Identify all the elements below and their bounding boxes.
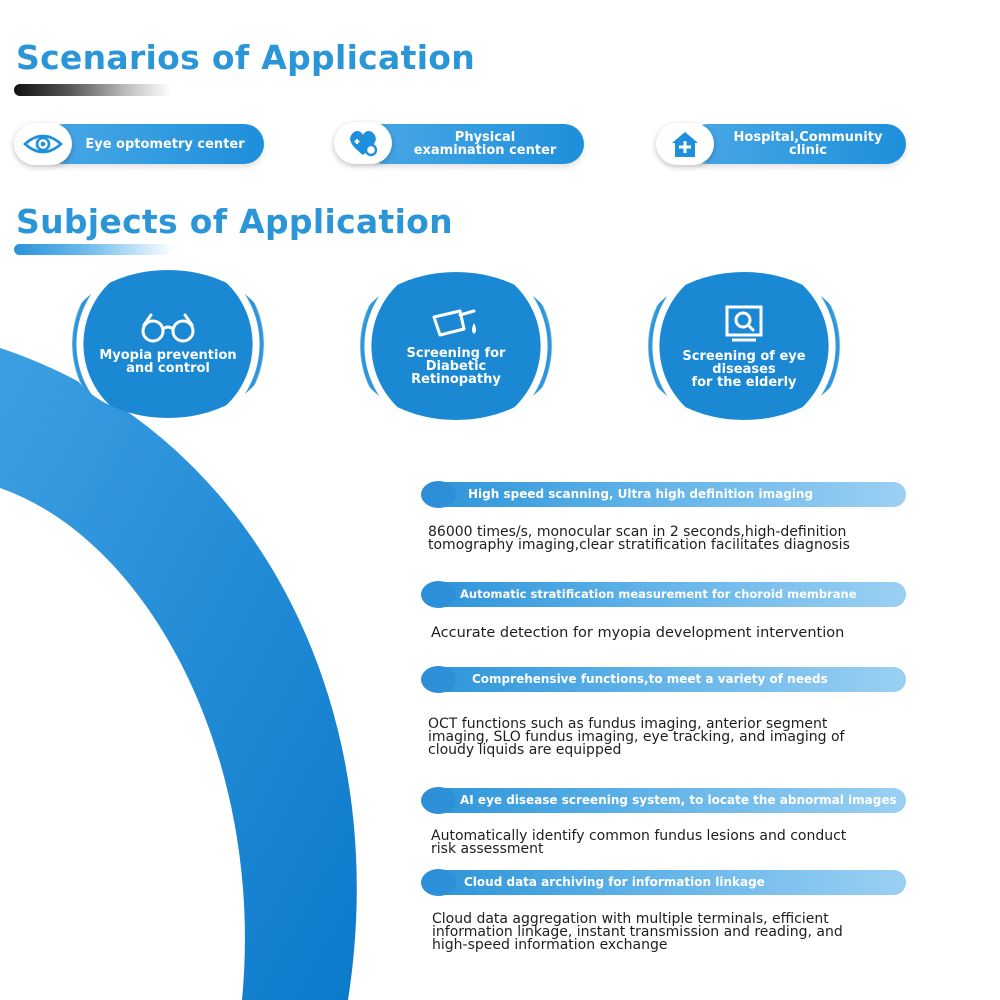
feature-title-bar (422, 870, 906, 895)
monitor-search-icon (724, 304, 764, 344)
feature-description: Accurate detection for myopia development intervention (431, 625, 845, 641)
scenarios-heading: Scenarios of Application (16, 38, 476, 77)
feature-title-bar (422, 788, 906, 813)
scenario-label: Hospital,Community clinic (733, 130, 883, 158)
eye-icon (14, 123, 72, 165)
feature-title: Automatic stratification measurement for choroid membrane (460, 587, 857, 601)
subject-label: Screening for Diabetic Retinopathy (406, 345, 506, 387)
subject-elderly-eye-screening (640, 272, 848, 420)
scenario-pill (688, 124, 906, 164)
feature-title: Comprehensive functions,to meet a variety of needs (472, 672, 828, 686)
feature-description: Automatically identify common fundus lesions and conduct risk assessment (431, 828, 847, 857)
feature-bullet-dot (421, 581, 456, 608)
feature-description: OCT functions such as fundus imaging, anterior segment imaging, SLO fundus imaging, eye tracking, and imaging of cloudy liquids are equipped (428, 716, 845, 758)
scenario-pill (44, 124, 264, 164)
glasses-icon (139, 313, 197, 343)
scenario-pill (364, 124, 584, 164)
subjects-heading-underline (14, 244, 174, 255)
feature-description: Cloud data aggregation with multiple terminals, efficient information linkage, instant transmission and reading, and high-speed information exchange (432, 911, 843, 953)
scenarios-heading-underline (14, 84, 172, 96)
feature-description: 86000 times/s, monocular scan in 2 seconds,high-definition tomography imaging,clear stratification facilitates diagnosis (428, 524, 850, 553)
subject-myopia-prevention (64, 270, 272, 418)
feature-bullet-dot (421, 666, 456, 693)
feature-title: AI eye disease screening system, to locate the abnormal images (460, 793, 897, 807)
scenario-label: Physical examination center (413, 130, 557, 158)
scenario-label: Eye optometry center (85, 136, 245, 152)
feature-title-bar (422, 582, 906, 607)
eye-drop-icon (430, 307, 482, 341)
medical-cross-icon (656, 123, 714, 165)
feature-title-bar (422, 667, 906, 692)
subjects-heading: Subjects of Application (16, 202, 453, 241)
feature-title: High speed scanning, Ultra high definition imaging (468, 487, 814, 501)
feature-bullet-dot (421, 869, 456, 896)
feature-title-bar (422, 482, 906, 507)
heart-stethoscope-icon (334, 122, 392, 164)
feature-bullet-dot (421, 481, 456, 508)
subject-label: Screening of eye diseases for the elderly (682, 348, 806, 390)
feature-bullet-dot (421, 787, 456, 814)
subject-diabetic-retinopathy (352, 272, 560, 420)
subject-label: Myopia prevention and control (99, 348, 237, 376)
feature-title: Cloud data archiving for information linkage (464, 875, 765, 889)
